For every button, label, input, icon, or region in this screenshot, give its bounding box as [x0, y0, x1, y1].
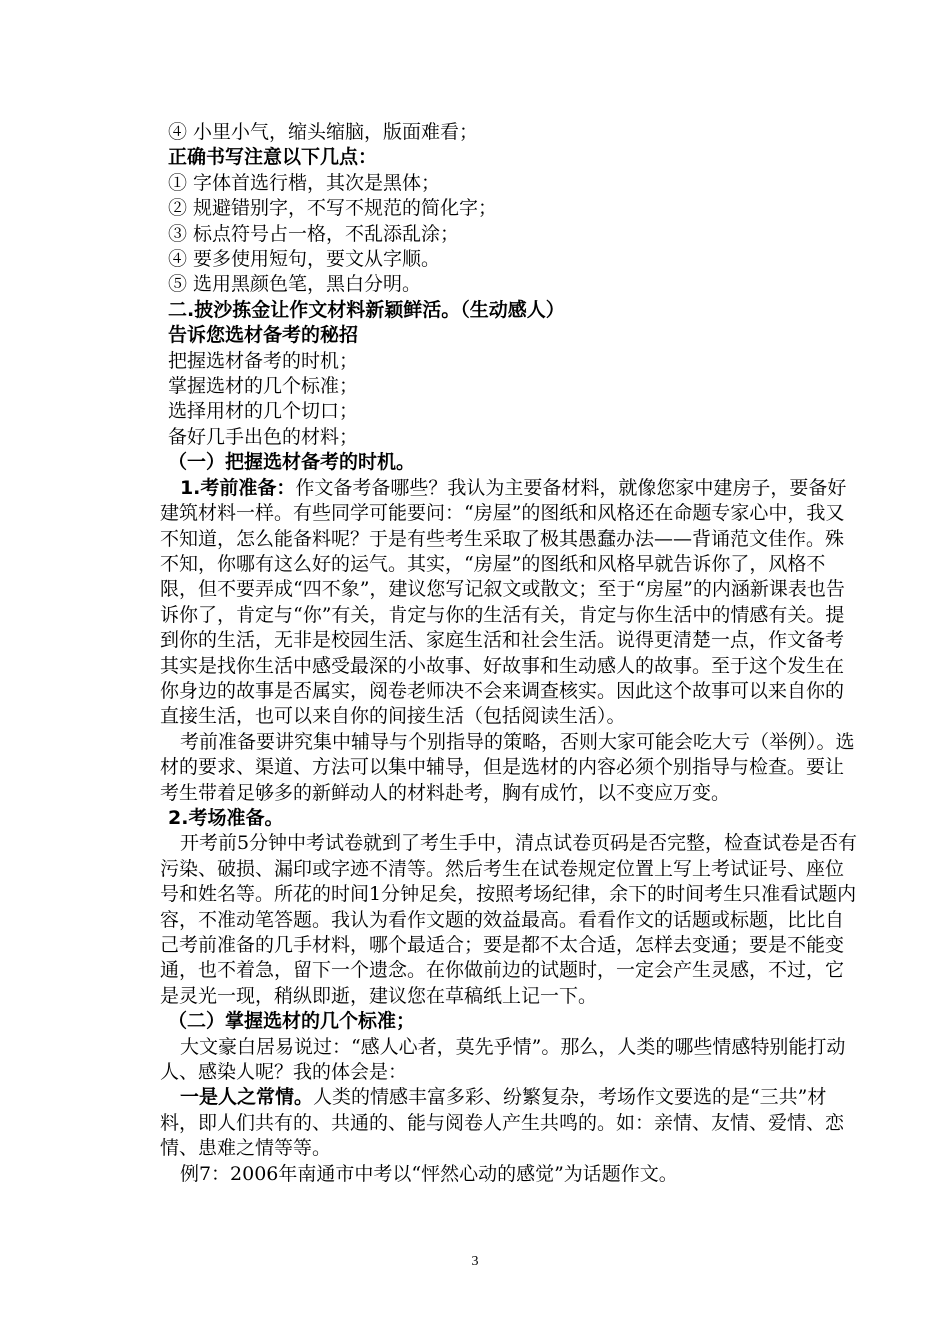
section-heading: 二.披沙拣金让作文材料新颖鲜活。（生动感人）: [168, 298, 565, 321]
paragraph-text: 作文备考备哪些？我认为主要备材料，就像您家中建房子，要备好建筑材料一样。有些同学可能要问：“房屋”的图纸和风格还在命题专家心中，我又不知道，怎么能备料呢？于是有些考生采取了极其愚蠢办法——背诵范文佳作。殊不知，你哪有这么好的运气。其实，“房屋”的图纸和风格早就告诉你了，风格不限，但不要弄成“四不象”，建议您写记叙文或散文；至于“房屋”的内涵新课表也告诉你了，肯定与“你”有关，肯定与你的生活有关，肯定与你生活中的情感有关。提到你的生活，无非是校园生活、家庭生活和社会生活。说得更清楚一点，作文备考其实是找你生活中感受最深的小故事、好故事和生动感人的故事。至于这个发生在你身边的故事是否属实，阅卷老师决不会来调查核实。因此这个故事可以来自你的直接生活，也可以来自你的间接生活（包括阅读生活）。: [160, 476, 847, 728]
page-content: [160, 120, 860, 1187]
paragraph: 开考前5分钟中考试卷就到了考生手中，清点试卷页码是否完整，检查试卷是否有污染、破损、漏印或字迹不清等。然后考生在试卷规定位置上写上考试证号、座位号和姓名等。所花的时间1分钟足矣，按照考场纪律，余下的时间考生只准看试题内容，不准动笔答题。我认为看作文题的效益最高。看看作文的话题或标题，比比自己考前准备的几手材料，哪个最适合；要是都不太合适，怎样去变通；要是不能变通，也不着急，留下一个遗念。在你做前边的试题时，一定会产生灵感，不过，它是灵光一现，稍纵即逝，建议您在草稿纸上记一下。: [160, 832, 858, 1007]
paragraph: [160, 1085, 860, 1161]
paragraph: 例7：2006年南通市中考以“怦然心动的感觉”为话题作文。: [179, 1162, 678, 1185]
paragraph-lead: 一是人之常情。: [179, 1086, 313, 1109]
paragraph-text: 人类的情感丰富多彩、纷繁复杂，考场作文要选的是“三共”材料，即人们共有的、共通的、能与阅卷人产生共鸣的。如：亲情、友情、爱情、恋情、患难之情等等。: [160, 1086, 845, 1160]
list-item: ⑤ 选用黑颜色笔，黑白分明。: [168, 273, 422, 296]
list-item: 选择用材的几个切口；: [168, 400, 359, 423]
section-heading: 2.考场准备。: [168, 806, 284, 829]
paragraph: [160, 476, 860, 730]
list-item: 掌握选材的几个标准；: [168, 375, 359, 398]
section-heading: 正确书写注意以下几点：: [168, 146, 378, 169]
list-item: 把握选材备考的时机；: [168, 349, 359, 372]
list-item: ④ 小里小气，缩头缩脑，版面难看；: [168, 121, 479, 143]
list-item: ① 字体首选行楷，其次是黑体；: [168, 171, 441, 194]
paragraph-lead: 1.考前准备：: [179, 476, 296, 499]
page-number: 3: [471, 1254, 479, 1269]
list-item: ② 规避错别字，不写不规范的简化字；: [168, 197, 498, 220]
list-item: 备好几手出色的材料；: [168, 425, 359, 448]
paragraph: 考前准备要讲究集中辅导与个别指导的策略，否则大家可能会吃大亏（举例）。选材的要求、渠道、方法可以集中辅导，但是选材的内容必须个别指导与检查。要让考生带着足够多的新鲜动人的材料赴考，胸有成竹，以不变应万变。: [160, 730, 855, 804]
paragraph: 大文豪白居易说过：“感人心者，莫先乎情”。那么，人类的哪些情感特别能打动人、感染人呢？我的体会是：: [160, 1035, 846, 1084]
section-heading: 告诉您选材备考的秘招: [168, 324, 359, 347]
section-heading: （二）掌握选材的几个标准；: [168, 1010, 416, 1033]
list-item: ④ 要多使用短句，要文从字顺。: [168, 248, 441, 271]
list-item: ③ 标点符号占一格，不乱添乱涂；: [168, 222, 460, 245]
section-heading: （一）把握选材备考的时机。: [168, 451, 416, 474]
